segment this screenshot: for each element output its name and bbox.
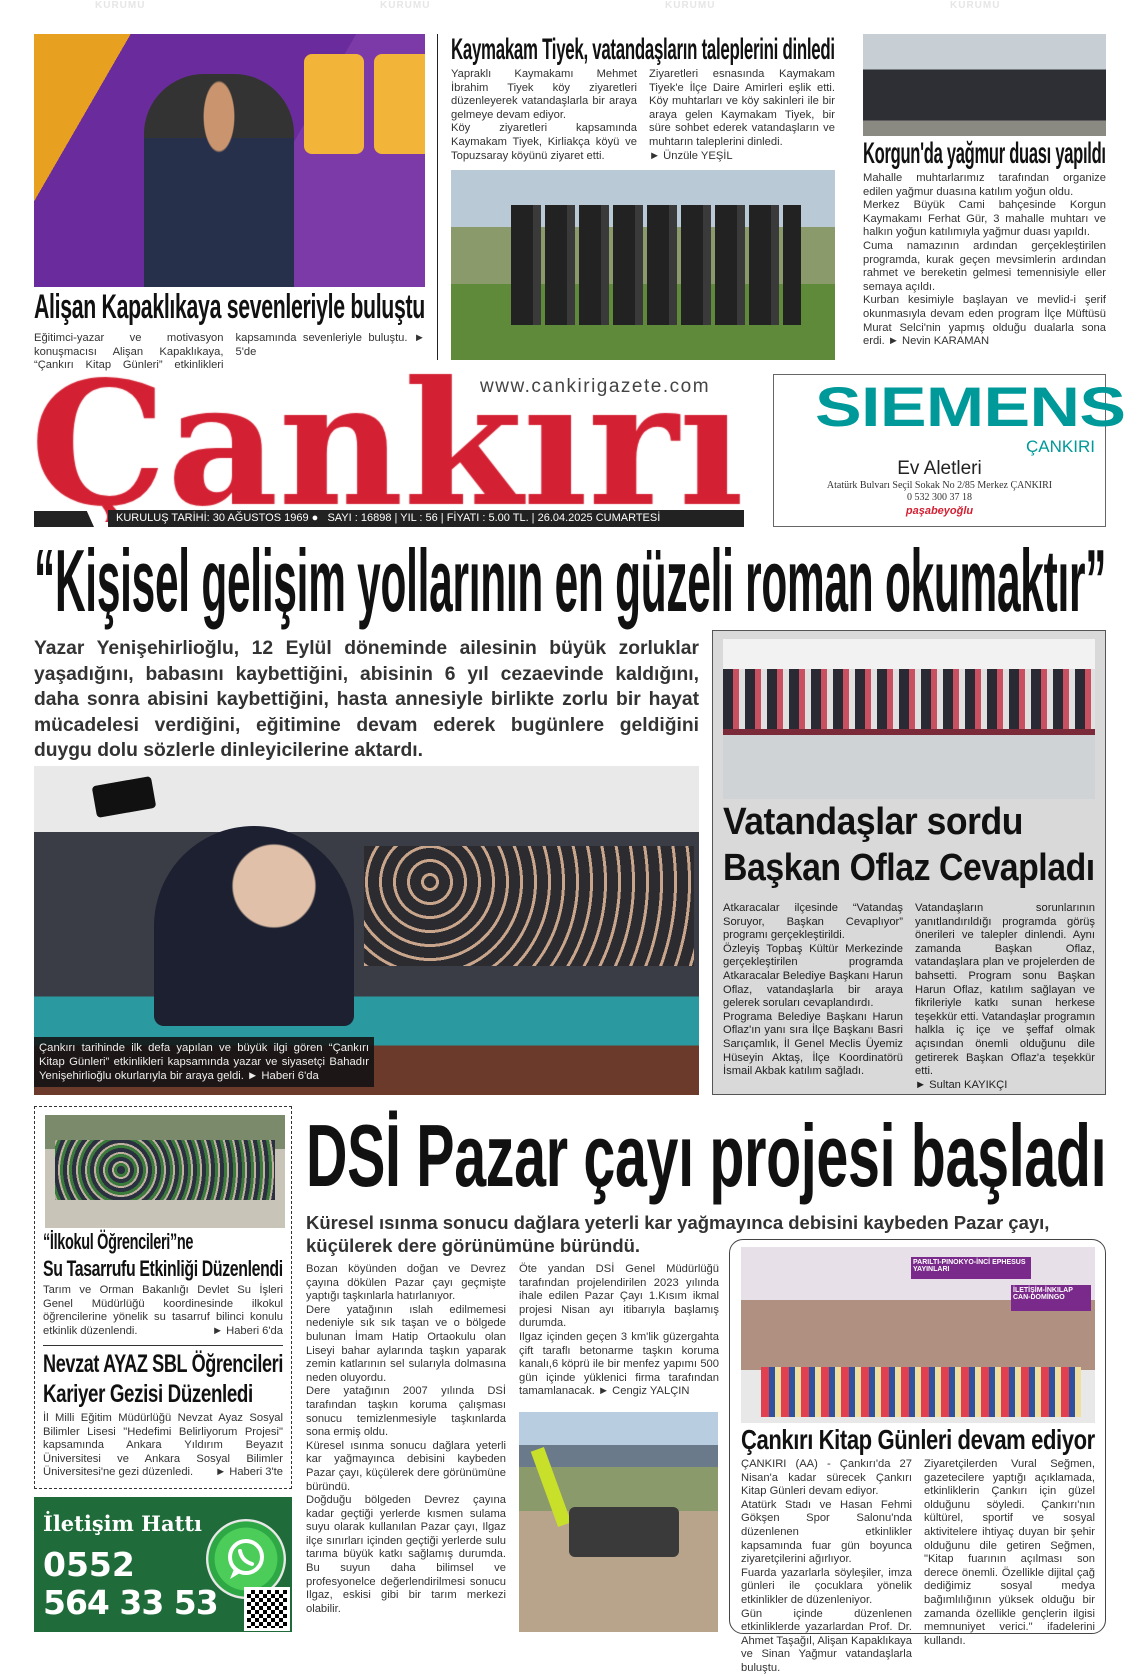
watermark: KURUMU [950,0,1001,11]
issue-info: SAYI : 16898 | YIL : 56 | FİYATI : 5.00 TL. | 26.04.2025 CUMARTESİ [327,512,661,524]
founded-date: KURULUŞ TARİHİ: 30 AĞUSTOS 1969 [116,512,309,524]
oflaz-col-2: Vatandaşların sorunlarının yanıtlandırıldığı programda görüş önerileri ve talepler dinlendi. Aynı zamanda Başkan Oflaz, vatandaşlara plan ve projelerden de bahsetti. Program sonu Başkan Harun Oflaz, katılım sağlayan ve fikrileriyle katkı sunan herkese teşekkür etti. Vatandaşlar programın halkla iç içe ve şeffaf olmak açısından önemli olduğunu dile getirerek Başkan Oflaz'a teşekkür etti. ► Sultan KAYIKÇI [915,902,1095,1091]
ayaz-ref[interactable]: ► Haberi 3'te [215,1466,283,1479]
headline-korgun[interactable]: Korgun'da yağmur duası yapıldı [863,137,1106,170]
korgun-photo [863,34,1106,136]
kitap-fair-photo [741,1247,1095,1423]
oflaz-col-1: Atkaracalar ilçesinde “Vatandaş Soruyor, Başkan Cevaplıyor” programı gerçekleştirildi. Özleyiş Topbaş Kültür Merkezinde gerçekleştirilen programda Atkaracalar Belediye Başkanı Harun Oflaz, vatandaşlarla bir araya gelerek soruları cevaplandırdı. Programa Belediye Başkanı Harun Oflaz'ın yanı sıra İlçe Başkanı Basri Sarıçamlık, İl Genel Meclis Üyemiz Hüseyin Aktaş, İlçe Koordinatörü İsmail Akbak katılım sağladı. [723,902,903,1078]
ayaz-body: İl Milli Eğitim Müdürlüğü Nevzat Ayaz Sosyal Bilimler Lisesi "Hedefimi Belirliyorum Projesi" kapsamında Ankara Yıldırım Beyazıt Üniversitesi ve Ankara Sosyal Bilimler Üniversitesi'ne gezi düzenledi. ► Haberi 3'te [43,1412,283,1479]
watermark: KURUMU [665,0,716,11]
korgun-paragraph: Merkez Büyük Cami bahçesinde Korgun Kaymakamı Ferhat Gür, 3 mahalle muhtarı ve halkın yoğun katılımıyla yağmur duası yapıldı. [863,199,1106,239]
ayaz-headline-1[interactable]: Nevzat AYAZ SBL Öğrencileri [43,1350,284,1378]
dsi-headline[interactable]: DSİ Pazar çayı projesi başladı [306,1106,1107,1205]
dsi-col-1: Bozan köyünden doğan ve Devrez çayına dökülen Pazar çayı geçmişte yaptığı taşkınlarla hatırlanıyor. Dere yatağının ıslah edilmemesi nedeniyle sık sık taşan ve o bölgede bulunan İmam Hatip Ortaokulu olan Liseyi bahar aylarında taşkın yaparak zemin katlarının sel sularıyla dolmasına neden oluyordu. Dere yatağının 2007 yılında DSİ tarafından taşkın koruma çalışması sonucu temizlenmesiyle taşkınlarda sona ermiş oldu. Küresel ısınma sonucu dağlara yeterli kar yağmayınca debisini kaybeden Pazar çayı, küçülerek dere görünümüne büründü. Doğduğu bölgeden Devrez çayına kadar geçtiği yerlerde kısmen sulama suyu olarak kullanılan Pazar çayı, Ilgaz ilçe sınırları içinden geçtiği yerlerde sulu tarıma büyük katkı sağlamış durumda. Bu suyun daha bilimsel ve profesyonelce değerlendirilmesi sonucu Ilgaz, eskisi gibi bir tarım merkezi olabilir. [306,1263,506,1615]
photo-banner: PARILTI-PINOKYO-İNCİ EPHESUS YAYINLARI [911,1257,1031,1279]
issue-bar: KURULUŞ TARİHİ: 30 AĞUSTOS 1969 ● SAYI : 16898 | YIL : 56 | FİYATI : 5.00 TL. | 26.04.2025 CUMARTESİ [108,510,744,527]
excavator-photo [519,1412,718,1632]
main-headline[interactable]: “Kişisel gelişim yollarının en güzeli roman okumaktır” [34,531,1107,630]
su-headline-2[interactable]: Su Tasarrufu Etkinliği Düzenlendi [43,1256,283,1281]
column-divider [437,34,438,360]
ad-city: ÇANKIRI [1026,437,1095,456]
dsi-deck: Küresel ısınma sonucu dağlara yeterli kar yağmayınca debisini kaybeden Pazar çayı, küçülerek dere görünümüne büründü. [306,1212,1050,1256]
contact-phone-2[interactable]: 564 33 53 [43,1583,218,1622]
oflaz-photo [723,639,1095,799]
ad-dealer: paşabeyoğlu [905,505,974,517]
ayaz-headline-2[interactable]: Kariyer Gezisi Düzenledi [43,1380,253,1408]
photo-banner: İLETİŞİM-İNKILAP CAN-DOMİNGO [1011,1285,1091,1311]
oflaz-headline-1[interactable]: Vatandaşlar sordu [723,801,1023,843]
contact-title: İletişim Hattı [43,1511,202,1536]
korgun-paragraph: Mahalle muhtarlarımız tarafından organize edilen yağmur duasına katılım yoğun oldu. [863,172,1106,198]
oflaz-box [712,630,1106,1095]
watermark: KURUMU [380,0,431,11]
kapaklikaya-body: Eğitimci-yazar ve motivasyon konuşmacısı Alişan Kapaklıkaya, “Çankırı Kitap Günleri” etkinlikleri kapsamında sevenleriyle buluştu. ► 5'de [34,332,425,372]
watermark: KURUMU [95,0,146,11]
kitap-headline[interactable]: Çankırı Kitap Günleri devam ediyor [741,1424,1095,1455]
sidebar-box [34,1106,292,1489]
korgun-paragraph: Cuma namazının ardından gerçekleştirilen programda, kurak geçen mevsimlerin ardından rahmet ve bereketin gelmesi temennisiyle eller semaya açıldı. [863,239,1106,293]
su-ref[interactable]: ► Haberi 6'da [211,1324,283,1337]
main-photo-caption: Çankırı tarihinde ilk defa yapılan ve büyük ilgi gören “Çankırı Kitap Günleri” etkinlikleri kapsamında yazar ve siyasetçi Bahadır Yenişehirlioğlu okurlarıyla bir araya geldi. ► Haberi 6'da [34,1037,374,1087]
ad-address: Atatürk Bulvarı Seçil Sokak No 2/85 Merkez ÇANKIRI [826,480,1053,491]
website-url[interactable]: www.cankirigazete.com [480,376,711,397]
tiyek-col-2: Ziyaretleri esnasında Kaymakam Tiyek'e İlçe Daire Amirleri eşlik etti. Köy muhtarları ve köy sakinleri ile bir araya gelen Kaymakam Tiyek, bir süre sohbet ederek vatandaşların ve muhtarın taleplerini dinledi. ► Ünzüle YEŞİL [649,68,835,162]
kitap-col-1: ÇANKIRI (AA) - Çankırı'da 27 Nisan'a kadar sürecek Çankırı Kitap Günleri devam ediyor. Atatürk Stadı ve Hasan Fehmi Gökşen Spor Salonu'nda düzenlenen etkinlikler kapsamında fuar gün boyunca ziyaretçilerini ağırlıyor. Fuarda yazarlarla söyleşiler, imza günleri ile çocuklara yönelik etkinlikler de düzenleniyor. Gün içinde düzenlenen etkinliklerde yazarlardan Prof. Dr. Ahmet Taşağıl, Alişan Kapaklıkaya ve Sinan Yağmur vatandaşlarla buluştu. [741,1458,912,1674]
kapaklikaya-photo [34,34,425,287]
qr-code-icon[interactable] [244,1587,290,1631]
oflaz-headline-2[interactable]: Başkan Oflaz Cevapladı [723,847,1095,889]
contact-box[interactable] [34,1497,292,1632]
kitap-col-2: Ziyaretçilerden Vural Seğmen, gazetecilere yaptığı açıklamada, etkinliklerin Çankırı için güzel olduğunu söyledi. Çankırı'nın kültürel, sportif ve sosyal aktivitelere ihtiyaç duyan bir şehir olduğunu dile getiren Seğmen, "Kitap fuarının açılması son derece önemli. Özellikle dijital çağ dediğimiz sosyal medya bağımlılığının yüksek olduğu bir zamanda özellikle gençlerin ilgisi memnuniyet verici." ifadelerini kullandı. [924,1458,1095,1647]
dsi-col-2: Öte yandan DSİ Genel Müdürlüğü tarafından projelendirilen 2023 yılında ihale edilen Pazar Çayı 1.Kısım ikmal projesi Nisan ayı itibarıyla başlamış durumda. Ilgaz içinden geçen 3 km'lik güzergahta çift taraflı betonarme taşkın koruma kanalı,6 köprü ile bir menfez yapımı 500 gün içinde yüklenici firma tarafından tamamlanacak. ► Cengiz YALÇIN [519,1263,719,1398]
divider [43,1345,283,1346]
tiyek-col-1: Yapraklı Kaymakamı Mehmet İbrahim Tiyek köy ziyaretleri düzenleyerek vatandaşlarla bir araya gelmeye devam ediyor. Köy ziyaretleri kapsamında Kaymakam Tiyek, Kirliakça köyü ve Topuzsaray köyünü ziyaret etti. [451,68,637,162]
ad-category: Ev Aletleri [897,458,982,479]
ad-phone: 0 532 300 37 18 [907,492,972,503]
su-tasarrufu-photo [45,1115,285,1228]
korgun-paragraph: Kurban kesimiyle başlayan ve mevlid-i şerif okunmasıyla devam eden program İlçe Müftüsü Murat Selci'nin yapmış olduğu dualarla sona erdi. ► Nevin KARAMAN [863,294,1106,348]
headline-tiyek[interactable]: Kaymakam Tiyek, vatandaşların taleplerini dinledi [451,33,835,66]
siemens-logo: SIEMENS [815,375,1126,438]
main-deck: Yazar Yenişehirlioğlu, 12 Eylül döneminde ailesinin büyük zorluklar yaşadığını, babasını kaybettiğini, abisinin 6 yıl cezaevinde kaldığını, daha sonra abisini kaybettiğini, hasta annesiyle birlikte zorlu bir hayat mücadelesi verdiğini, eğitimine devam ederek bugünlere geldiğini duygu dolu sözlerle dinleyicilerine aktardı. [34,638,699,761]
masthead-bar-left [34,511,94,527]
tiyek-photo [451,170,835,360]
kitap-box [729,1239,1106,1674]
headline-kapaklikaya[interactable]: Alişan Kapaklıkaya sevenleriyle buluştu [34,288,425,326]
su-body: Tarım ve Orman Bakanlığı Devlet Su İşleri Genel Müdürlüğü koordinesinde ilkokul öğrencilerine yönelik su tasarruf bilinci konulu etkinlik düzenlendi. ► Haberi 6'da [43,1284,283,1337]
su-headline-1[interactable]: “İlkokul Öğrencileri”ne [43,1229,194,1254]
siemens-ad[interactable] [773,374,1126,527]
contact-phone-1[interactable]: 0552 [43,1545,135,1584]
